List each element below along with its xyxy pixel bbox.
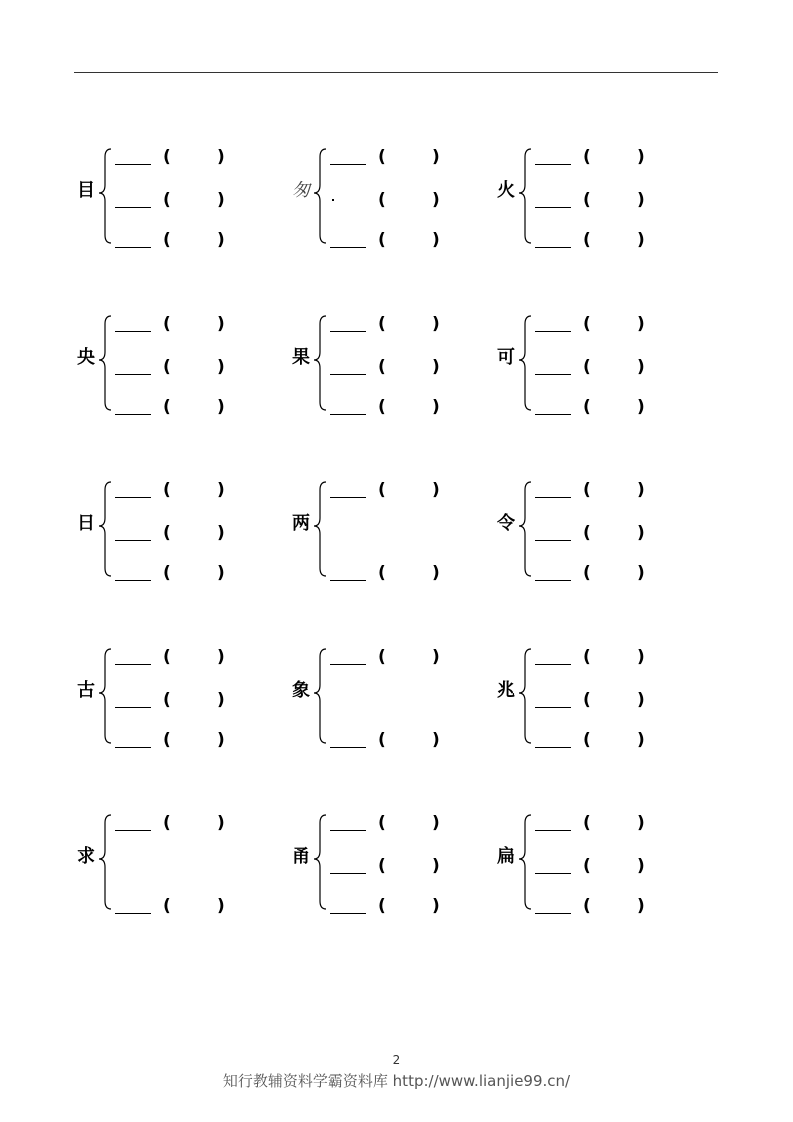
- answer-row: [535, 480, 675, 500]
- paren-open: (: [378, 730, 386, 750]
- char-group: [290, 312, 490, 422]
- paren-open: (: [163, 690, 171, 710]
- paren-close: ): [217, 730, 225, 750]
- answer-row: [535, 397, 675, 417]
- char-group: [75, 811, 275, 921]
- paren-open: (: [378, 813, 386, 833]
- pinyin-blank[interactable]: [115, 414, 151, 415]
- paren-close: ): [217, 230, 225, 250]
- paren-close: ): [637, 397, 645, 417]
- paren-close: ): [637, 314, 645, 334]
- char-group: [495, 312, 695, 422]
- pinyin-blank[interactable]: [535, 497, 571, 498]
- paren-open: (: [163, 896, 171, 916]
- answer-row: [535, 563, 675, 583]
- answer-row: [115, 397, 255, 417]
- paren-close: ): [432, 314, 440, 334]
- paren-open: (: [378, 357, 386, 377]
- paren-close: ): [217, 480, 225, 500]
- paren-close: ): [432, 563, 440, 583]
- paren-close: ): [217, 147, 225, 167]
- paren-close: ): [432, 190, 440, 210]
- pinyin-blank[interactable]: [535, 707, 571, 708]
- pinyin-blank[interactable]: [115, 664, 151, 665]
- paren-close: ): [432, 896, 440, 916]
- paren-close: ): [637, 856, 645, 876]
- answer-row: [115, 563, 255, 583]
- pinyin-blank[interactable]: [330, 580, 366, 581]
- paren-close: ): [637, 147, 645, 167]
- curly-brace-icon: [312, 478, 328, 578]
- paren-close: ): [637, 896, 645, 916]
- answer-row: [330, 896, 470, 916]
- paren-open: (: [163, 397, 171, 417]
- answer-row: [535, 856, 675, 876]
- base-character: 求: [77, 846, 95, 867]
- paren-close: ): [432, 647, 440, 667]
- paren-open: (: [378, 563, 386, 583]
- char-group: [495, 145, 695, 255]
- answer-row: [330, 397, 470, 417]
- curly-brace-icon: [97, 478, 113, 578]
- curly-brace-icon: [312, 312, 328, 412]
- paren-open: (: [583, 357, 591, 377]
- pinyin-blank[interactable]: [330, 414, 366, 415]
- base-character: 果: [292, 347, 310, 368]
- curly-brace-icon: [517, 478, 533, 578]
- paren-open: (: [378, 856, 386, 876]
- pinyin-blank[interactable]: [115, 374, 151, 375]
- footer-source: 知行教辅资料学霸资料库 http://www.lianjie99.cn/: [222, 1072, 571, 1090]
- paren-open: (: [378, 896, 386, 916]
- paren-close: ): [432, 813, 440, 833]
- paren-open: (: [163, 730, 171, 750]
- paren-open: (: [378, 147, 386, 167]
- answer-row: [535, 230, 675, 250]
- pinyin-blank[interactable]: [115, 580, 151, 581]
- paren-close: ): [217, 523, 225, 543]
- paren-close: ): [432, 397, 440, 417]
- pinyin-blank[interactable]: [330, 913, 366, 914]
- answer-row: [535, 357, 675, 377]
- paren-close: ): [217, 647, 225, 667]
- base-character: 扁: [497, 846, 515, 867]
- curly-brace-icon: [312, 645, 328, 745]
- answer-row: [330, 314, 470, 334]
- char-group: [495, 811, 695, 921]
- answer-row: [115, 314, 255, 334]
- pinyin-blank[interactable]: [115, 913, 151, 914]
- base-character: 匆: [292, 180, 310, 201]
- paren-open: (: [163, 813, 171, 833]
- answer-row: [535, 813, 675, 833]
- pinyin-blank[interactable]: [115, 540, 151, 541]
- paren-close: ): [217, 190, 225, 210]
- answer-row: [115, 647, 255, 667]
- paren-open: (: [163, 357, 171, 377]
- paren-open: (: [163, 190, 171, 210]
- pinyin-blank[interactable]: [115, 497, 151, 498]
- answer-row: [115, 896, 255, 916]
- base-character: 日: [77, 513, 95, 534]
- paren-close: ): [432, 357, 440, 377]
- char-group: [75, 312, 275, 422]
- paren-close: ): [637, 230, 645, 250]
- curly-brace-icon: [517, 811, 533, 911]
- answer-row: [330, 856, 470, 876]
- pinyin-blank[interactable]: [115, 207, 151, 208]
- answer-row: [115, 480, 255, 500]
- pinyin-blank[interactable]: [535, 164, 571, 165]
- pinyin-blank[interactable]: [535, 873, 571, 874]
- pinyin-blank[interactable]: [330, 747, 366, 748]
- base-character: 火: [497, 180, 515, 201]
- pinyin-blank[interactable]: [330, 331, 366, 332]
- page-number: 2: [392, 1053, 401, 1067]
- answer-row: [330, 357, 470, 377]
- answer-row: [535, 896, 675, 916]
- pinyin-blank[interactable]: [115, 331, 151, 332]
- char-group: [495, 645, 695, 755]
- pinyin-blank[interactable]: [535, 913, 571, 914]
- answer-row: [535, 147, 675, 167]
- paren-open: (: [583, 397, 591, 417]
- paren-open: (: [583, 480, 591, 500]
- pinyin-blank[interactable]: [115, 830, 151, 831]
- paren-close: ): [432, 230, 440, 250]
- curly-brace-icon: [312, 145, 328, 245]
- char-group: [290, 145, 490, 255]
- answer-row: [535, 690, 675, 710]
- paren-open: (: [583, 523, 591, 543]
- curly-brace-icon: [517, 312, 533, 412]
- base-character: 可: [497, 347, 515, 368]
- paren-open: (: [583, 896, 591, 916]
- pinyin-blank[interactable]: [330, 830, 366, 831]
- paren-open: (: [583, 230, 591, 250]
- pinyin-blank[interactable]: [535, 580, 571, 581]
- curly-brace-icon: [312, 811, 328, 911]
- paren-close: ): [637, 480, 645, 500]
- answer-row: [330, 147, 470, 167]
- char-group: [495, 478, 695, 588]
- top-rule: [74, 72, 718, 73]
- answer-row: [115, 190, 255, 210]
- paren-close: ): [637, 813, 645, 833]
- paren-open: (: [163, 147, 171, 167]
- pinyin-blank[interactable]: [535, 414, 571, 415]
- answer-row: [535, 730, 675, 750]
- stray-mark: [332, 199, 334, 201]
- paren-close: ): [217, 690, 225, 710]
- base-character: 兆: [497, 680, 515, 701]
- paren-open: (: [378, 230, 386, 250]
- base-character: 两: [292, 513, 310, 534]
- pinyin-blank[interactable]: [115, 247, 151, 248]
- char-group: [75, 145, 275, 255]
- answer-row: [115, 813, 255, 833]
- paren-close: ): [217, 314, 225, 334]
- answer-row: [330, 230, 470, 250]
- paren-open: (: [163, 480, 171, 500]
- paren-close: ): [637, 730, 645, 750]
- paren-open: (: [583, 314, 591, 334]
- curly-brace-icon: [97, 811, 113, 911]
- paren-close: ): [217, 813, 225, 833]
- answer-row: [535, 190, 675, 210]
- paren-open: (: [583, 190, 591, 210]
- paren-open: (: [378, 190, 386, 210]
- paren-open: (: [378, 314, 386, 334]
- paren-close: ): [217, 896, 225, 916]
- paren-close: ): [637, 357, 645, 377]
- paren-open: (: [378, 647, 386, 667]
- paren-open: (: [583, 147, 591, 167]
- curly-brace-icon: [97, 645, 113, 745]
- pinyin-blank[interactable]: [115, 747, 151, 748]
- base-character: 央: [77, 347, 95, 368]
- pinyin-blank[interactable]: [330, 497, 366, 498]
- answer-row: [330, 480, 470, 500]
- pinyin-blank[interactable]: [115, 707, 151, 708]
- answer-row: [330, 647, 470, 667]
- answer-row: [330, 563, 470, 583]
- pinyin-blank[interactable]: [535, 247, 571, 248]
- answer-row: [535, 647, 675, 667]
- paren-open: (: [378, 480, 386, 500]
- pinyin-blank[interactable]: [330, 873, 366, 874]
- answer-row: [330, 190, 470, 210]
- paren-open: (: [163, 647, 171, 667]
- paren-close: ): [637, 647, 645, 667]
- char-group: [290, 478, 490, 588]
- paren-close: ): [432, 856, 440, 876]
- answer-row: [535, 314, 675, 334]
- paren-close: ): [432, 147, 440, 167]
- paren-open: (: [163, 230, 171, 250]
- answer-row: [115, 357, 255, 377]
- pinyin-blank[interactable]: [535, 830, 571, 831]
- base-character: 令: [497, 513, 515, 534]
- paren-close: ): [217, 563, 225, 583]
- char-group: [75, 478, 275, 588]
- paren-close: ): [432, 480, 440, 500]
- char-group: [290, 811, 490, 921]
- pinyin-blank[interactable]: [535, 747, 571, 748]
- paren-open: (: [163, 523, 171, 543]
- char-group: [75, 645, 275, 755]
- paren-open: (: [583, 813, 591, 833]
- pinyin-blank[interactable]: [535, 331, 571, 332]
- curly-brace-icon: [97, 145, 113, 245]
- paren-close: ): [432, 730, 440, 750]
- curly-brace-icon: [517, 645, 533, 745]
- char-group: [290, 645, 490, 755]
- pinyin-blank[interactable]: [330, 374, 366, 375]
- base-character: 甬: [292, 846, 310, 867]
- paren-open: (: [378, 397, 386, 417]
- base-character: 目: [77, 180, 95, 201]
- pinyin-blank[interactable]: [535, 374, 571, 375]
- answer-row: [115, 523, 255, 543]
- base-character: 象: [292, 680, 310, 701]
- curly-brace-icon: [517, 145, 533, 245]
- answer-row: [330, 730, 470, 750]
- paren-close: ): [637, 523, 645, 543]
- paren-close: ): [637, 563, 645, 583]
- paren-open: (: [583, 563, 591, 583]
- pinyin-blank[interactable]: [330, 164, 366, 165]
- paren-open: (: [583, 856, 591, 876]
- answer-row: [115, 147, 255, 167]
- pinyin-blank[interactable]: [535, 664, 571, 665]
- answer-row: [535, 523, 675, 543]
- paren-close: ): [217, 397, 225, 417]
- paren-open: (: [163, 314, 171, 334]
- paren-open: (: [163, 563, 171, 583]
- pinyin-blank[interactable]: [535, 207, 571, 208]
- base-character: 古: [77, 680, 95, 701]
- pinyin-blank[interactable]: [330, 664, 366, 665]
- paren-close: ): [637, 190, 645, 210]
- answer-row: [115, 230, 255, 250]
- pinyin-blank[interactable]: [115, 164, 151, 165]
- paren-open: (: [583, 730, 591, 750]
- paren-open: (: [583, 647, 591, 667]
- pinyin-blank[interactable]: [535, 540, 571, 541]
- answer-row: [115, 690, 255, 710]
- paren-close: ): [217, 357, 225, 377]
- curly-brace-icon: [97, 312, 113, 412]
- paren-close: ): [637, 690, 645, 710]
- answer-row: [330, 813, 470, 833]
- pinyin-blank[interactable]: [330, 247, 366, 248]
- paren-open: (: [583, 690, 591, 710]
- answer-row: [115, 730, 255, 750]
